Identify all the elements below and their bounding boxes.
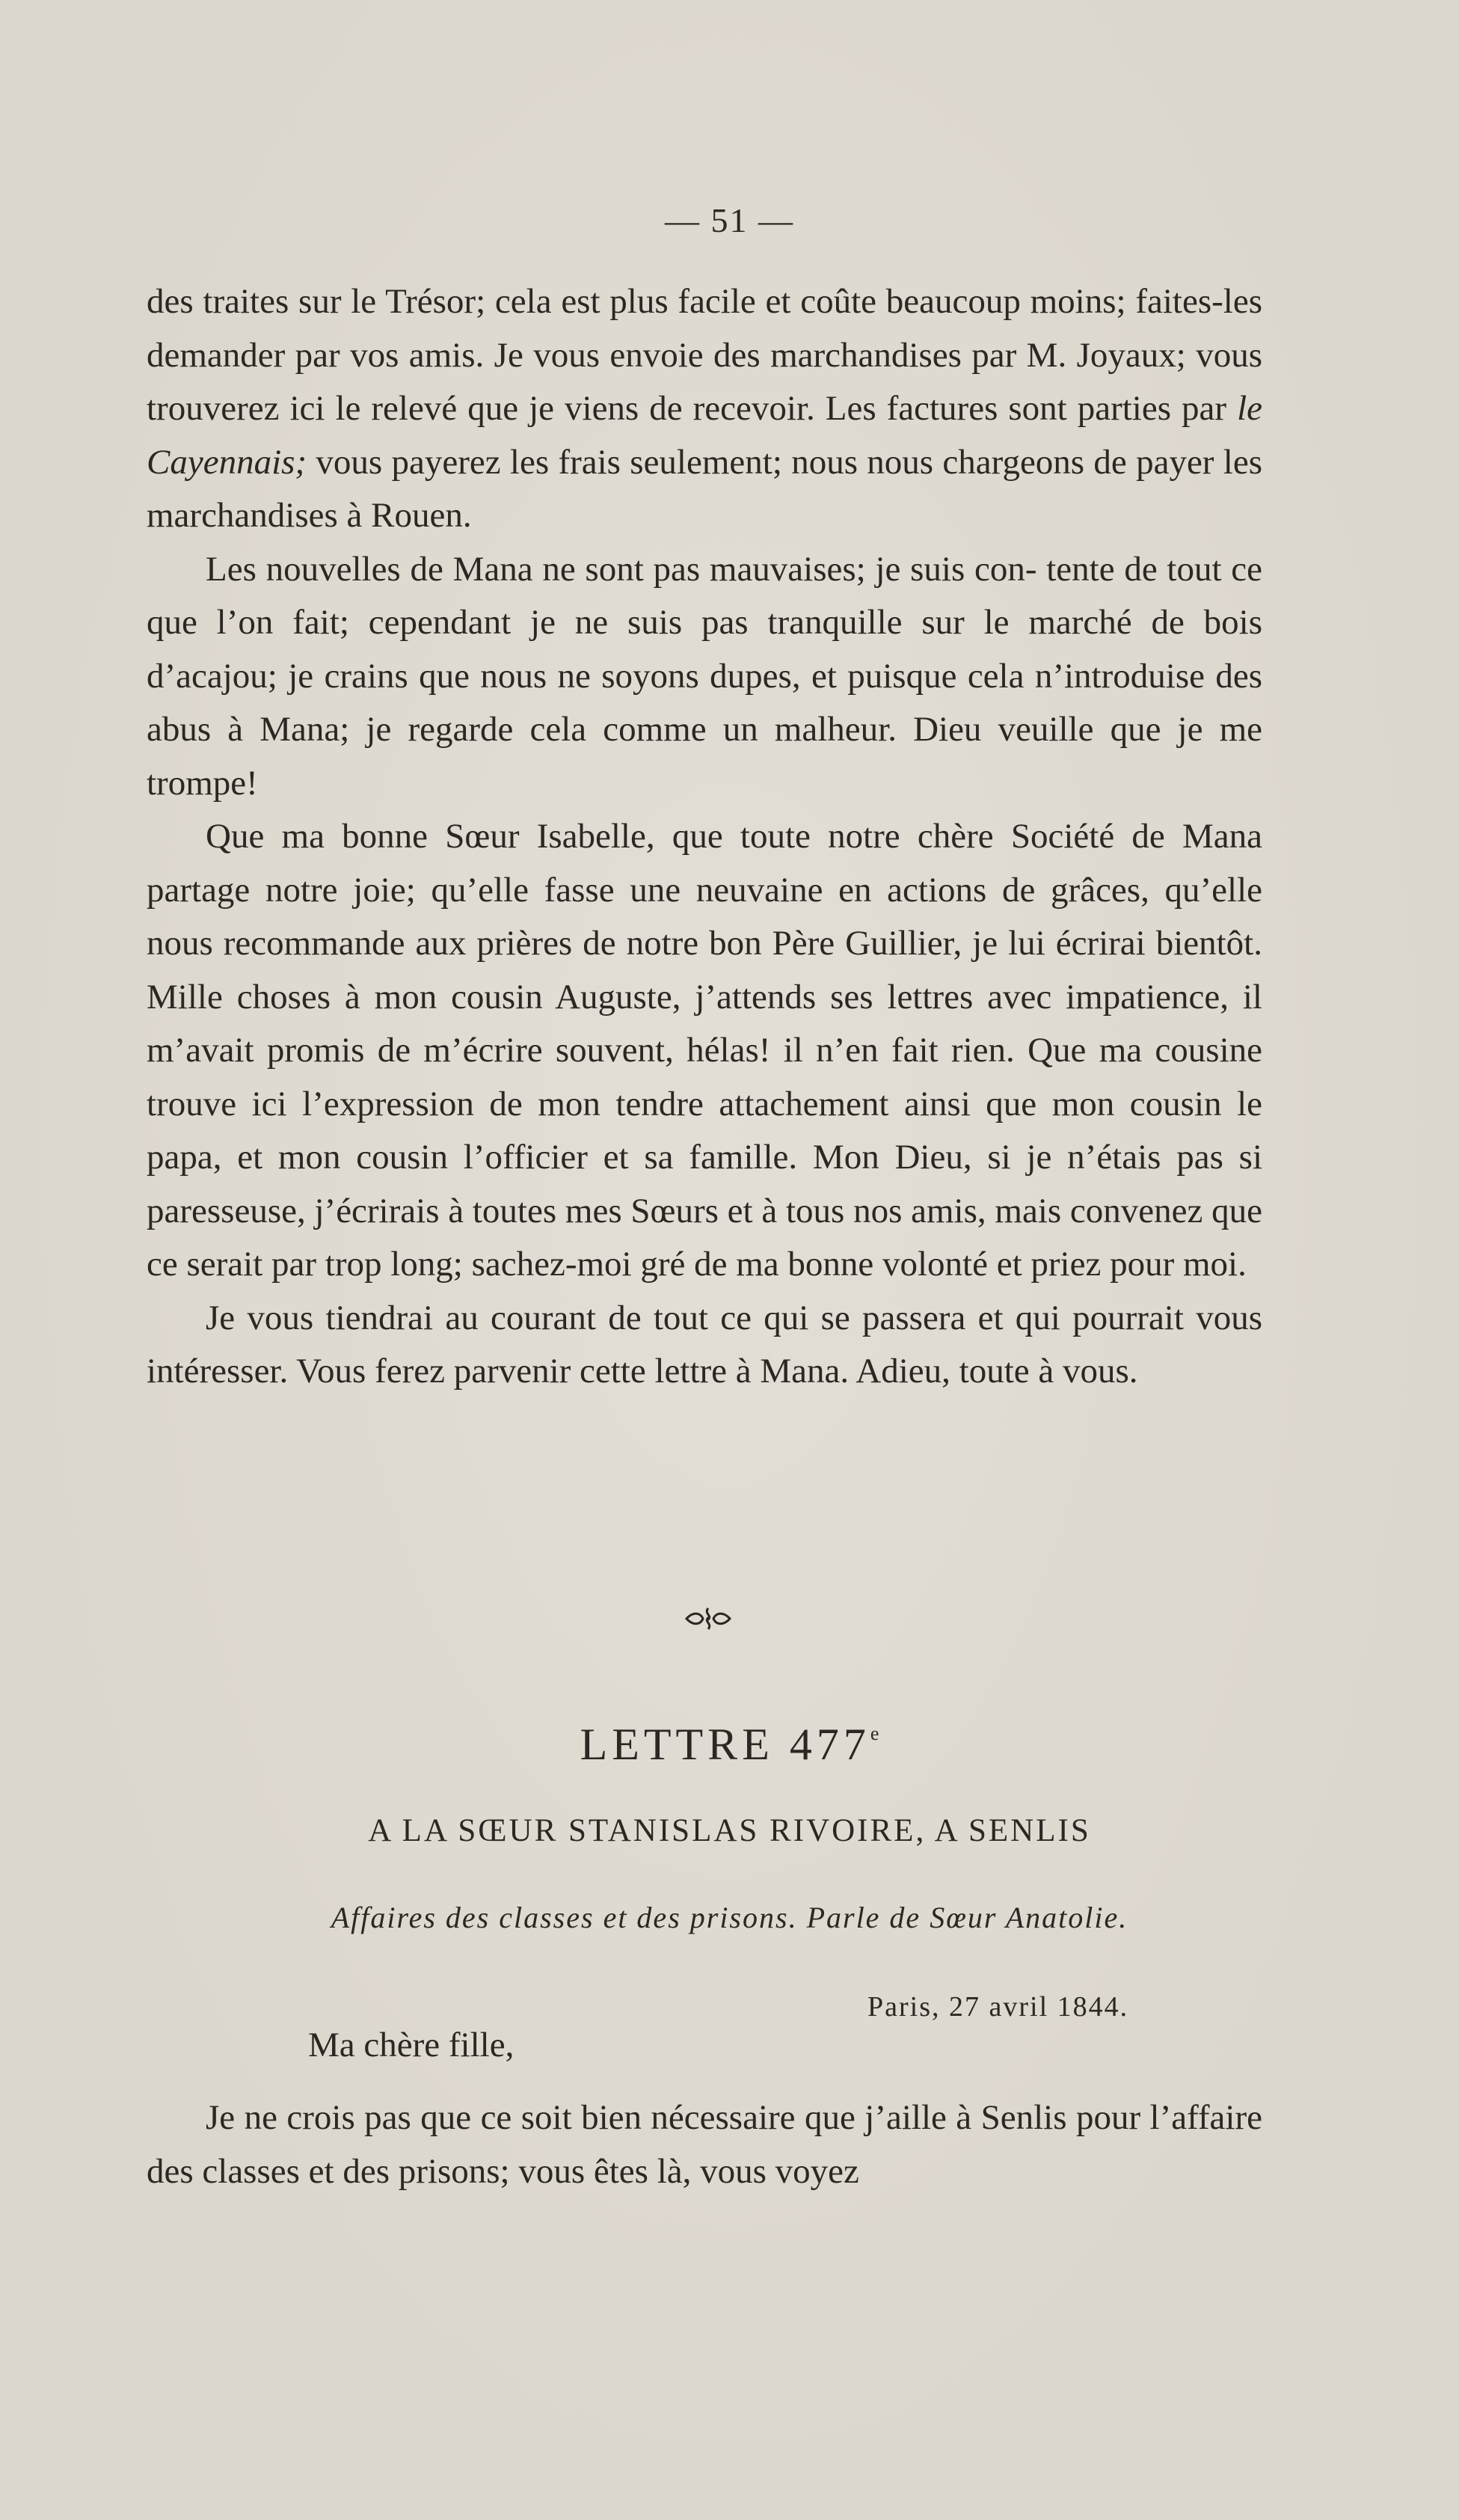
letter-summary: Affaires des classes et des prisons. Parle de Sœur Anatolie. (331, 1901, 1128, 1934)
letter-title-text: LETTRE 477 (580, 1720, 870, 1769)
paragraph-1 (147, 275, 1262, 543)
letter-title-suffix: e (870, 1723, 879, 1744)
continued-letter-body (147, 275, 1262, 1399)
page-number: — 51 — (665, 201, 794, 239)
paragraph-4: Je vous tiendrai au courant de tout ce qui se passera et qui pourrait vous intéresser. Vous ferez parvenir cette lettre à Mana. Adieu, toute à vous. (147, 1298, 1262, 1391)
paragraph-3: Que ma bonne Sœur Isabelle, que toute notre chère Société de Mana partage notre joie; qu’elle fasse une neuvaine en actions de grâces, qu’elle nous recommande aux prières de notre bon Père Guillier, je lui écrirai bientôt. Mille choses à mon cousin Auguste, j’attends ses lettres avec impatience, il m’avait promis de m’écrire souvent, hélas! il n’en fait rien. Que ma cousine trouve ici l’expression de mon tendre attachement ainsi que mon cousin le papa, et mon cousin l’officier et sa famille. Mon Dieu, si je n’étais pas si paresseuse, j’écrirais à toutes mes Sœurs et à tous nos amis, mais convenez que ce serait par trop long; sachez-moi gré de ma bonne volonté et priez pour moi. (147, 817, 1262, 1284)
letter-addressee: A LA SŒUR STANISLAS RIVOIRE, A SENLIS (368, 1813, 1091, 1848)
new-letter-paragraph-1: Je ne crois pas que ce soit bien nécessaire que j’aille à Senlis pour l’affaire des classes et des prisons; vous êtes là, vous voyez (147, 2098, 1262, 2191)
paragraph-2: Les nouvelles de Mana ne sont pas mauvaises; je suis con- tente de tout ce que l’on fait; cependant je ne suis pas tranquille sur le marché de bois d’acajou; je crains que nous ne soyons dupes, et puisque cela n’introduise des abus à Mana; je regarde cela comme un malheur. Dieu veuille que je me trompe! (147, 549, 1262, 803)
letter-salutation: Ma chère fille, (308, 2026, 515, 2064)
new-letter-body (147, 2091, 1262, 2198)
paragraph-1-tail: vous payerez les frais seulement; nous nous chargeons de payer les marchandises à Rouen. (147, 442, 1262, 535)
paragraph-1-text: des traites sur le Trésor; cela est plus facile et coûte beaucoup moins; faites-les demander par vos amis. Je vous envoie des marchandises par M. Joyaux; vous trouverez ici le relevé que je viens de recevoir. Les factures sont parties par (147, 282, 1262, 428)
letter-dateline: Paris, 27 avril 1844. (867, 1991, 1129, 2023)
letter-title (0, 1719, 1459, 1771)
fleuron-icon (684, 1606, 733, 1631)
ship-name: le Cayennais; (147, 389, 1262, 482)
